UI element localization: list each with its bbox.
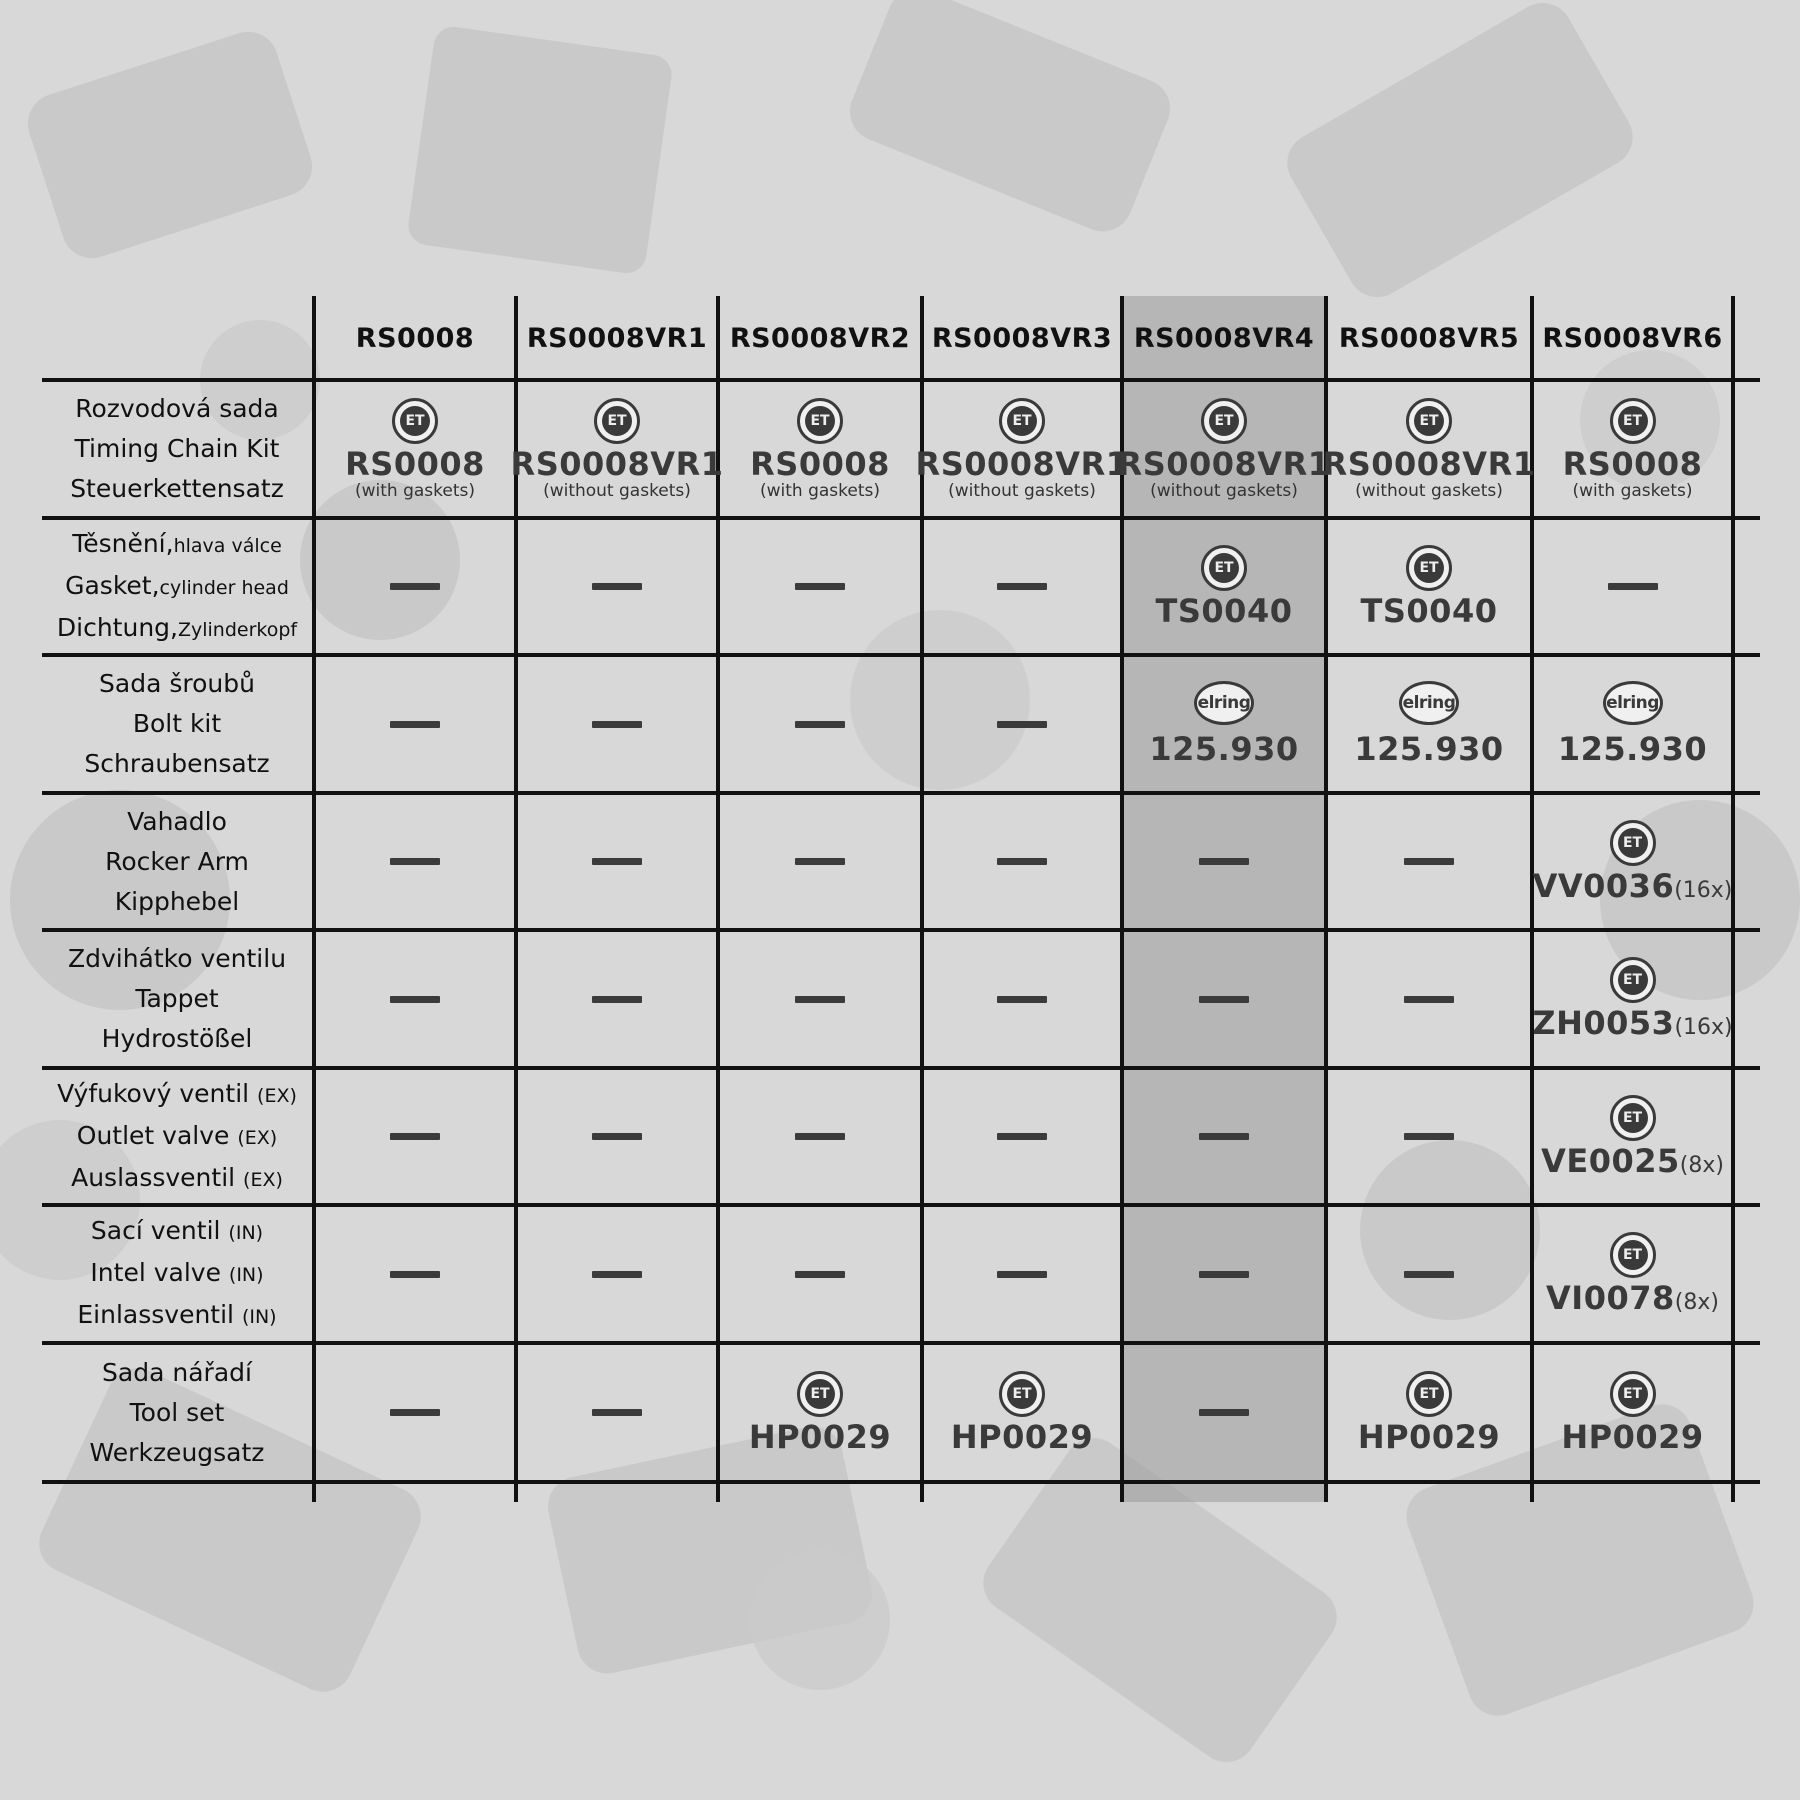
part-number-line xyxy=(749,1419,891,1455)
row-label-line xyxy=(77,1116,277,1158)
part-number: VE0025 xyxy=(1541,1141,1680,1180)
dash-mark xyxy=(997,996,1047,1003)
et-logo-icon xyxy=(999,1371,1045,1417)
table-cell xyxy=(1124,1207,1324,1341)
table-cell xyxy=(720,520,920,653)
part-number-line xyxy=(345,446,485,482)
row-label-line xyxy=(65,566,289,608)
row-label-line xyxy=(115,882,240,922)
table-cell xyxy=(720,382,920,516)
row-label-line xyxy=(75,429,280,469)
table-cell xyxy=(720,1070,920,1203)
row-label-line xyxy=(127,802,227,842)
row-label-main: Dichtung, xyxy=(56,612,178,642)
dash-mark xyxy=(997,1133,1047,1140)
row-label-line xyxy=(84,744,269,784)
table-cell xyxy=(316,932,514,1066)
dash-mark xyxy=(390,1133,440,1140)
dash-mark xyxy=(390,583,440,590)
row-label xyxy=(42,1068,312,1205)
table-cell xyxy=(518,1207,716,1341)
part-number-line xyxy=(1354,731,1503,767)
part-note: (without gaskets) xyxy=(1150,481,1298,501)
dash-mark xyxy=(1608,583,1658,590)
part-number-line xyxy=(1546,1280,1719,1316)
part-number: RS0008VR1 xyxy=(510,445,724,483)
row-label-main: Zdvihátko ventilu xyxy=(67,944,287,973)
table-cell xyxy=(924,795,1120,928)
row-label-line xyxy=(57,1074,297,1116)
et-logo-icon xyxy=(392,398,438,444)
logo-text: ET xyxy=(1414,406,1444,436)
row-label-sub: Zylinderkopf xyxy=(177,618,298,641)
part-number-line xyxy=(1361,593,1498,629)
row-label-main: Výfukový ventil xyxy=(57,1078,258,1108)
logo-text: ET xyxy=(1618,1240,1648,1270)
dash-mark xyxy=(997,1271,1047,1278)
dash-mark xyxy=(592,996,642,1003)
dash-mark xyxy=(592,721,642,728)
part-number: VI0078 xyxy=(1546,1279,1675,1317)
logo-text: ET xyxy=(1007,406,1037,436)
row-label-main: Bolt kit xyxy=(132,709,222,738)
table-cell xyxy=(518,657,716,791)
part-number: TS0040 xyxy=(1360,591,1498,630)
logo-text: elring xyxy=(1402,693,1456,713)
part-number: RS0008 xyxy=(345,445,485,483)
dash-mark xyxy=(795,721,845,728)
logo-text: ET xyxy=(805,406,835,436)
et-logo-icon xyxy=(1201,545,1247,591)
row-label-main: Einlassventil xyxy=(77,1300,242,1329)
et-logo-icon xyxy=(1610,1095,1656,1141)
row-label-sub: (IN) xyxy=(228,1222,264,1244)
row-label-sub: (IN) xyxy=(241,1306,277,1328)
logo-text: ET xyxy=(805,1379,835,1409)
row-label-main: Gasket, xyxy=(65,570,160,600)
row-label-main: Vahadlo xyxy=(127,806,227,836)
table-cell xyxy=(720,795,920,928)
part-number-line xyxy=(1149,731,1298,767)
logo-text: ET xyxy=(1209,553,1239,583)
table-cell xyxy=(1328,795,1530,928)
logo-text: ET xyxy=(1618,1103,1648,1133)
table-cell xyxy=(1534,795,1731,928)
part-number: RS0008VR1 xyxy=(1322,445,1536,483)
logo-text: ET xyxy=(1618,1379,1648,1409)
part-note: (without gaskets) xyxy=(543,481,691,501)
table-cell xyxy=(720,1207,920,1341)
part-number: ZH0053 xyxy=(1532,1004,1675,1042)
table-cell xyxy=(1534,1207,1731,1341)
row-label-main: Sada šroubů xyxy=(99,669,255,698)
quantity: (8x) xyxy=(1679,1152,1724,1178)
et-logo-icon xyxy=(1201,398,1247,444)
dash-mark xyxy=(390,1409,440,1416)
table-cell xyxy=(1124,1070,1324,1203)
logo-text: ET xyxy=(400,406,430,436)
table-cell xyxy=(1124,932,1324,1066)
row-label-main: Werkzeugsatz xyxy=(89,1437,265,1467)
row-label xyxy=(42,380,312,518)
column-header: RS0008 xyxy=(355,322,475,354)
table-cell xyxy=(518,932,716,1066)
part-number-line xyxy=(1323,446,1536,482)
row-label-sub: hlava válce xyxy=(173,534,282,557)
table-cell xyxy=(316,795,514,928)
et-logo-icon xyxy=(1406,545,1452,591)
part-number: 125.930 xyxy=(1354,730,1504,768)
row-label-main: Timing Chain Kit xyxy=(74,434,280,463)
part-number: HP0029 xyxy=(1561,1417,1704,1456)
et-logo-icon xyxy=(1610,820,1656,866)
table-cell xyxy=(1124,795,1324,928)
et-logo-icon xyxy=(797,398,843,444)
part-number-line xyxy=(750,446,890,482)
row-label-sub: cylinder head xyxy=(159,576,289,599)
part-number: RS0008 xyxy=(1562,445,1703,483)
table-cell xyxy=(1322,382,1536,516)
part-note: (with gaskets) xyxy=(354,481,476,501)
dash-mark xyxy=(592,1271,642,1278)
row-label-main: Těsnění, xyxy=(72,528,174,558)
column-header: RS0008VR1 xyxy=(526,322,708,354)
table-cell xyxy=(316,382,514,516)
logo-text: ET xyxy=(1618,828,1648,858)
logo-text: ET xyxy=(1007,1379,1037,1409)
row-label-main: Outlet valve xyxy=(76,1120,238,1150)
row-label-line xyxy=(130,1393,225,1433)
part-number: 125.930 xyxy=(1149,730,1299,768)
logo-text: elring xyxy=(1606,693,1659,713)
part-number-line xyxy=(1156,593,1293,629)
row-label-main: Auslassventil xyxy=(71,1162,244,1192)
row-label-line xyxy=(99,664,255,704)
quantity: (8x) xyxy=(1674,1290,1719,1315)
et-logo-icon xyxy=(1610,957,1656,1003)
row-label-line xyxy=(105,842,249,882)
table-cell xyxy=(1124,657,1324,791)
table-cell xyxy=(1328,1207,1530,1341)
row-label-sub: (IN) xyxy=(228,1264,264,1286)
column-header: RS0008VR3 xyxy=(931,322,1113,354)
column-header: RS0008VR5 xyxy=(1338,322,1520,354)
et-logo-icon xyxy=(1610,1371,1656,1417)
table-cell xyxy=(924,932,1120,1066)
part-number-line xyxy=(1358,1419,1500,1455)
dash-mark xyxy=(390,1271,440,1278)
table-cell xyxy=(924,657,1120,791)
part-number: 125.930 xyxy=(1557,730,1708,768)
row-label-line xyxy=(102,1353,252,1393)
row-label-main: Sací ventil xyxy=(90,1216,229,1245)
table-cell xyxy=(316,1070,514,1203)
table-cell xyxy=(316,520,514,653)
row-label-main: Tool set xyxy=(129,1397,225,1427)
table-cell xyxy=(924,1345,1120,1480)
dash-mark xyxy=(1404,858,1454,865)
table-cell xyxy=(1328,520,1530,653)
logo-text: ET xyxy=(1414,1379,1444,1409)
part-number-line xyxy=(511,446,724,482)
table-cell xyxy=(518,520,716,653)
row-label xyxy=(42,1205,312,1343)
row-label-main: Kipphebel xyxy=(114,886,240,916)
table-cell xyxy=(1117,382,1331,516)
row-label-sub: (EX) xyxy=(257,1084,297,1107)
dash-mark xyxy=(1199,996,1249,1003)
dash-mark xyxy=(1199,858,1249,865)
table-cell xyxy=(1534,1345,1731,1480)
et-logo-icon xyxy=(999,398,1045,444)
quantity: (16x) xyxy=(1674,877,1733,903)
et-logo-icon xyxy=(1406,398,1452,444)
row-label-main: Tappet xyxy=(135,984,219,1013)
table-cell xyxy=(915,382,1129,516)
table-cell xyxy=(1328,657,1530,791)
et-logo-icon xyxy=(1610,398,1656,444)
et-logo-icon xyxy=(1406,1371,1452,1417)
part-number: HP0029 xyxy=(748,1417,892,1456)
table-cell xyxy=(518,795,716,928)
table-cell xyxy=(1328,932,1530,1066)
table-cell xyxy=(1534,1070,1731,1203)
row-label xyxy=(42,930,312,1068)
part-number-line xyxy=(951,1419,1093,1455)
dash-mark xyxy=(390,721,440,728)
row-label xyxy=(42,793,312,930)
row-label-line xyxy=(102,1019,253,1059)
table-cell xyxy=(924,520,1120,653)
row-label-main: Intel valve xyxy=(90,1258,229,1287)
part-number: HP0029 xyxy=(1357,1417,1501,1456)
logo-text: ET xyxy=(1209,406,1239,436)
row-label-line xyxy=(77,1295,276,1337)
row-label-line xyxy=(133,704,221,744)
dash-mark xyxy=(1404,996,1454,1003)
row-label-sub: (EX) xyxy=(243,1168,283,1191)
dash-mark xyxy=(592,1409,642,1416)
dash-mark xyxy=(390,996,440,1003)
dash-mark xyxy=(795,583,845,590)
dash-mark xyxy=(795,858,845,865)
logo-text: ET xyxy=(1618,965,1648,995)
table-cell xyxy=(1534,382,1731,516)
part-number-line xyxy=(1532,1005,1732,1041)
row-label-main: Rocker Arm xyxy=(105,846,249,876)
elring-logo-icon xyxy=(1399,681,1459,725)
row-label-line xyxy=(90,1433,265,1473)
quantity: (16x) xyxy=(1674,1015,1733,1040)
row-label-line xyxy=(72,524,282,566)
part-number: RS0008VR1 xyxy=(1117,445,1331,483)
table-cell xyxy=(1328,1345,1530,1480)
table-cell xyxy=(316,657,514,791)
part-number-line xyxy=(1541,1143,1724,1179)
row-label-line xyxy=(68,939,286,979)
part-number: RS0008 xyxy=(750,445,890,483)
dash-mark xyxy=(1404,1133,1454,1140)
table-cell xyxy=(720,1345,920,1480)
row-label-main: Hydrostößel xyxy=(101,1024,253,1053)
table-cell xyxy=(316,1207,514,1341)
table-cell xyxy=(518,1345,716,1480)
dash-mark xyxy=(592,1133,642,1140)
dash-mark xyxy=(997,858,1047,865)
row-label-line xyxy=(75,389,279,429)
dash-mark xyxy=(592,858,642,865)
column-header: RS0008VR6 xyxy=(1542,322,1723,354)
dash-mark xyxy=(795,996,845,1003)
table-cell xyxy=(924,1207,1120,1341)
table-cell xyxy=(510,382,724,516)
row-label-sub: (EX) xyxy=(237,1126,278,1149)
logo-text: ET xyxy=(1414,553,1444,583)
elring-logo-icon xyxy=(1603,681,1663,725)
table-cell xyxy=(1328,1070,1530,1203)
elring-logo-icon xyxy=(1194,681,1254,725)
row-label xyxy=(42,655,312,793)
row-label xyxy=(42,518,312,655)
table-cell xyxy=(720,932,920,1066)
part-note: (without gaskets) xyxy=(948,481,1096,501)
table-cell xyxy=(1124,1345,1324,1480)
dash-mark xyxy=(795,1271,845,1278)
part-number: TS0040 xyxy=(1155,591,1293,630)
row-label-main: Rozvodová sada xyxy=(75,394,279,423)
column-header: RS0008VR4 xyxy=(1133,322,1315,354)
dash-mark xyxy=(1199,1409,1249,1416)
row-label-line xyxy=(91,1211,263,1253)
dash-mark xyxy=(1199,1271,1249,1278)
part-number: VV0036 xyxy=(1532,866,1675,905)
table-cell xyxy=(1124,520,1324,653)
logo-text: elring xyxy=(1197,693,1251,713)
part-number-line xyxy=(1561,1419,1703,1455)
part-note: (with gaskets) xyxy=(1572,481,1693,501)
part-note: (without gaskets) xyxy=(1355,481,1503,501)
row-label-line xyxy=(135,979,218,1019)
part-number-line xyxy=(916,446,1129,482)
table-cell xyxy=(1534,657,1731,791)
part-number-line xyxy=(1533,868,1733,904)
row-label-line xyxy=(90,1253,263,1295)
dash-mark xyxy=(997,583,1047,590)
part-number: HP0029 xyxy=(950,1417,1094,1456)
part-number-line xyxy=(1558,731,1707,767)
part-number: RS0008VR1 xyxy=(915,445,1129,483)
column-header: RS0008VR2 xyxy=(729,322,911,354)
et-logo-icon xyxy=(1610,1232,1656,1278)
row-label xyxy=(42,1343,312,1482)
part-number-line xyxy=(1563,446,1703,482)
row-label-line xyxy=(70,469,284,509)
table-cell xyxy=(924,1070,1120,1203)
table-cell xyxy=(1534,932,1731,1066)
table-cell xyxy=(720,657,920,791)
row-label-main: Schraubensatz xyxy=(84,749,270,778)
row-label-line xyxy=(71,1158,283,1200)
part-note: (with gaskets) xyxy=(759,481,881,501)
part-number-line xyxy=(1118,446,1331,482)
dash-mark xyxy=(795,1133,845,1140)
et-logo-icon xyxy=(797,1371,843,1417)
row-label-main: Sada nářadí xyxy=(102,1357,252,1387)
row-label-line xyxy=(57,608,297,650)
dash-mark xyxy=(390,858,440,865)
table-cell xyxy=(316,1345,514,1480)
logo-text: ET xyxy=(1618,406,1648,436)
table-cell xyxy=(1534,520,1731,653)
dash-mark xyxy=(592,583,642,590)
dash-mark xyxy=(997,721,1047,728)
table-cell xyxy=(518,1070,716,1203)
logo-text: ET xyxy=(602,406,632,436)
dash-mark xyxy=(1199,1133,1249,1140)
row-label-main: Steuerkettensatz xyxy=(70,474,284,503)
dash-mark xyxy=(1404,1271,1454,1278)
et-logo-icon xyxy=(594,398,640,444)
